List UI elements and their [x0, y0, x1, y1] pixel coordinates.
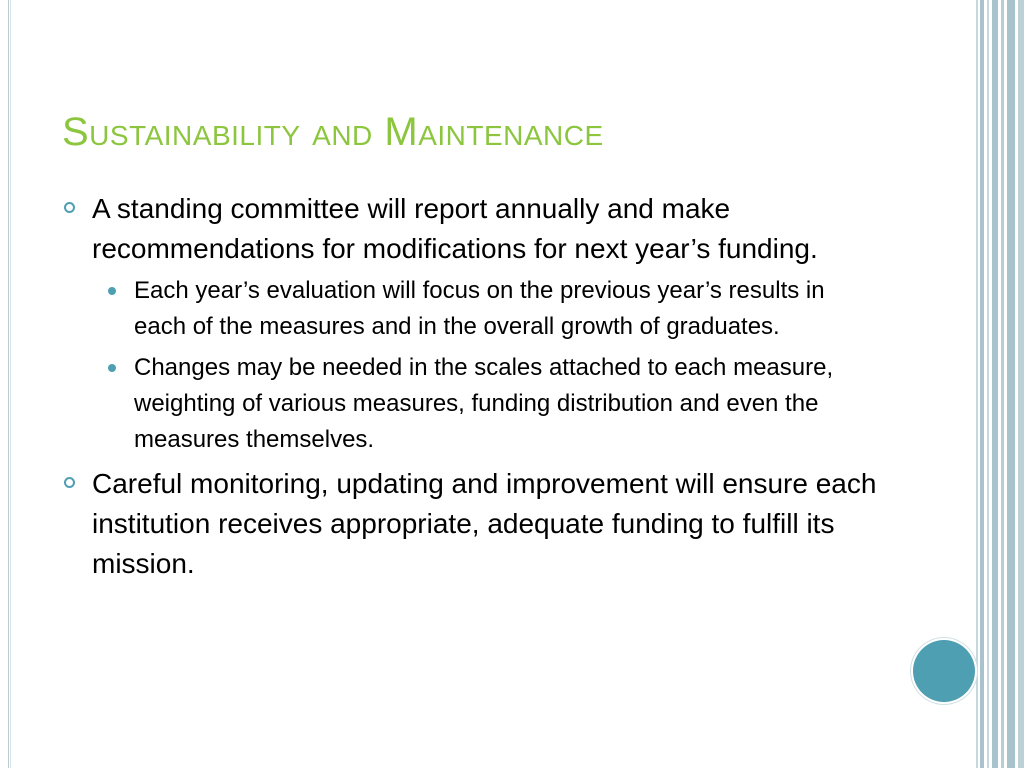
subbullet-1-text: Each year’s evaluation will focus on the previous year’s results in each of the measures and in the overall growth of graduates. — [134, 277, 825, 340]
right-stripe-decoration — [976, 0, 1024, 768]
bullet-2-text: Careful monitoring, updating and improvement will ensure each institution receives appropriate, adequate funding to fulfill its mission. — [92, 468, 877, 579]
bullet-2 — [62, 464, 882, 584]
decorative-circle — [913, 640, 975, 702]
bullet-1-subbullets — [62, 273, 882, 458]
dot-bullet-icon — [108, 287, 116, 295]
ring-bullet-icon — [64, 202, 75, 213]
bullet-1 — [62, 189, 882, 269]
left-frame-line-inner — [10, 0, 11, 768]
slide-title: Sustainability and Maintenance — [62, 110, 604, 154]
left-frame-line — [8, 0, 9, 768]
ring-bullet-icon — [64, 477, 75, 488]
slide-content — [62, 189, 882, 588]
subbullet-2 — [62, 350, 882, 458]
dot-bullet-icon — [108, 364, 116, 372]
subbullet-1 — [62, 273, 882, 345]
subbullet-2-text: Changes may be needed in the scales attached to each measure, weighting of various measures, funding distribution and even the measures themselves. — [134, 354, 834, 453]
bullet-1-text: A standing committee will report annually and make recommendations for modifications for next year’s funding. — [92, 193, 818, 264]
